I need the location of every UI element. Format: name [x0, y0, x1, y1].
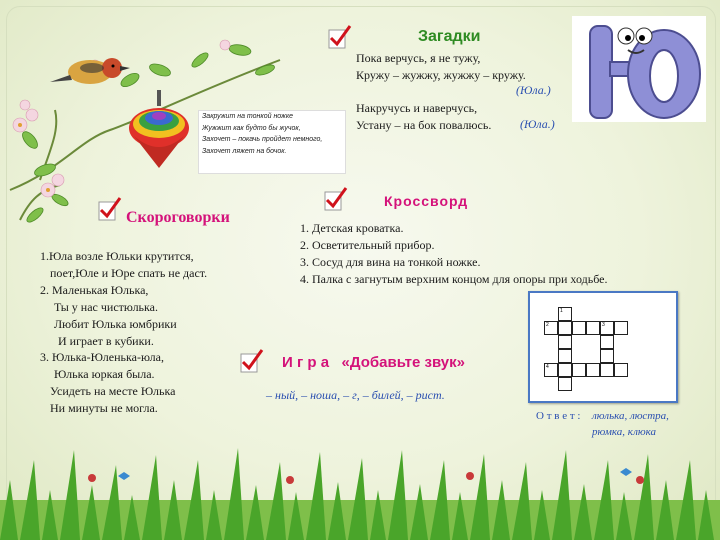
twister-line: Любит Юлька юмбрики	[54, 317, 177, 331]
crossword-cell[interactable]	[600, 321, 614, 335]
checkmark-icon	[326, 24, 352, 50]
grass-border-illustration	[0, 440, 720, 540]
twister-line: поет,Юле и Юре спать не даст.	[50, 266, 208, 280]
crossword-cell[interactable]	[558, 335, 572, 349]
riddle-line: Устану – на бок повалюсь.	[356, 118, 492, 132]
letter-card	[572, 16, 706, 122]
crossword-clue: 2. Осветительный прибор.	[300, 238, 435, 252]
crossword-grid	[528, 291, 678, 403]
answer-line: рюмка, клюка	[592, 426, 657, 438]
game-fragments: – ный, – ноша, – г, – билей, – рист.	[266, 388, 445, 402]
answer-label: О т в е т :	[536, 410, 581, 422]
riddle-answer: (Юла.)	[516, 83, 551, 97]
crossword-cell[interactable]	[558, 321, 572, 335]
riddle-line: Пока верчусь, я не тужу,	[356, 51, 481, 65]
letter-yu-character-illustration	[572, 16, 706, 122]
crossword-cell[interactable]	[572, 321, 586, 335]
riddle-line: Кружу – жужжу, жужжу – кружу.	[356, 68, 526, 82]
tongue-twisters-title: Скороговорки	[126, 209, 230, 226]
poem-card-line: Захочет ляжет на бочок.	[202, 147, 287, 155]
poem-card	[198, 110, 346, 174]
crossword-cell-number: 1	[560, 308, 563, 314]
crossword-cell[interactable]	[558, 307, 572, 321]
crossword-cell[interactable]	[544, 363, 558, 377]
crossword-cell[interactable]	[600, 349, 614, 363]
crossword-cell[interactable]	[558, 363, 572, 377]
crossword-cell[interactable]	[600, 363, 614, 377]
crossword-cell[interactable]	[586, 321, 600, 335]
twister-line: 1.Юла возле Юльки крутится,	[40, 249, 194, 263]
crossword-clue: 3. Сосуд для вина на тонкой ножке.	[300, 255, 481, 269]
poem-card-line: Закружит на тонкой ножке	[202, 113, 294, 120]
bird-icon	[50, 58, 130, 84]
crossword-cell-number: 3	[602, 322, 605, 328]
riddle-line: Накручусь и наверчусь,	[356, 101, 478, 115]
crossword-cell[interactable]	[544, 321, 558, 335]
checkmark-icon	[322, 186, 348, 212]
crossword-clue: 4. Палка с загнутым верхним концом для опоры при ходьбе.	[300, 272, 608, 286]
twister-line: Ни минуты не могла.	[50, 401, 158, 415]
crossword-title: Кроссворд	[384, 193, 469, 209]
twister-line: Ты у нас чистюлька.	[54, 300, 158, 314]
crossword-cell[interactable]	[558, 349, 572, 363]
crossword-cell[interactable]	[586, 363, 600, 377]
poem-card-line: Жужжит как будто бы жучок,	[202, 124, 301, 132]
crossword-cell[interactable]	[558, 377, 572, 391]
twister-line: 3. Юлька-Юленька-юла,	[40, 350, 164, 364]
crossword-cell[interactable]	[614, 321, 628, 335]
twister-line: Усидеть на месте Юлька	[50, 384, 176, 398]
riddles-title: Загадки	[418, 28, 481, 45]
crossword-cell[interactable]	[572, 363, 586, 377]
poem-card-line: Захочет – покачь пройдет немного,	[202, 136, 323, 143]
crossword-cell-number: 2	[546, 322, 549, 328]
spinning-top-illustration	[126, 88, 192, 174]
crossword-cell[interactable]	[600, 335, 614, 349]
answer-line: люлька, люстра,	[592, 410, 669, 422]
twister-line: Юлька юркая была.	[54, 367, 155, 381]
crossword-cell-number: 4	[546, 364, 549, 370]
game-title: И г р а «Добавьте звук»	[282, 354, 465, 371]
checkmark-icon	[238, 348, 264, 374]
riddle-answer: (Юла.)	[520, 117, 555, 131]
twister-line: 2. Маленькая Юлька,	[40, 283, 149, 297]
checkmark-icon	[96, 196, 122, 222]
twister-line: И играет в кубики.	[58, 334, 154, 348]
crossword-cell[interactable]	[614, 363, 628, 377]
crossword-clue: 1. Детская кроватка.	[300, 221, 404, 235]
